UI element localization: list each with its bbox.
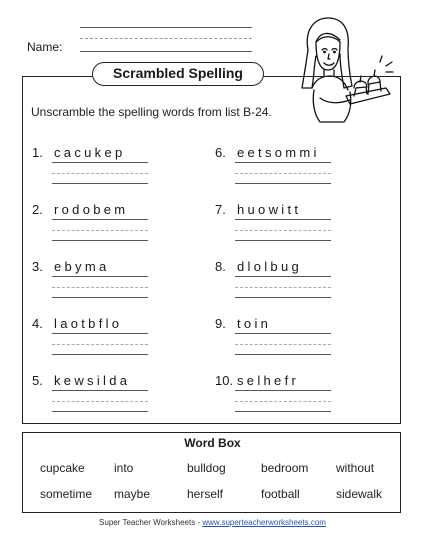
question-10 [215,373,385,423]
question-number: 1. [32,145,43,160]
scrambled-word: dlolbug [237,259,303,274]
answer-line[interactable] [52,401,148,402]
question-5 [32,373,202,423]
question-number: 5. [32,373,43,388]
scrambled-word: selhefr [237,373,300,388]
worksheet-title: Scrambled Spelling [92,62,264,86]
question-number: 3. [32,259,43,274]
word-box-word: herself [187,487,224,501]
answer-line[interactable] [235,287,331,288]
scrambled-word: eetsommi [237,145,320,160]
word-box-word: without [336,461,375,475]
answer-line[interactable] [235,230,331,231]
word-box-word: bulldog [187,461,226,475]
scrambled-word: huowitt [237,202,302,217]
footer-link[interactable]: www.superteacherworksheets.com [202,518,326,527]
answer-line[interactable] [52,230,148,231]
instructions: Unscramble the spelling words from list B-24. [31,105,272,119]
word-box-word: cupcake [40,461,85,475]
question-1 [32,145,202,195]
name-writing-lines[interactable] [80,24,252,54]
name-label: Name: [27,40,63,54]
word-box-word: into [114,461,134,475]
word-box-title: Word Box [184,436,241,450]
answer-line[interactable] [235,344,331,345]
word-box-word: sidewalk [336,487,383,501]
scrambled-word: kewsilda [54,373,131,388]
scrambled-word: toin [237,316,272,331]
word-box-word: football [261,487,300,501]
question-number: 9. [215,316,226,331]
question-6 [215,145,385,195]
question-number: 6. [215,145,226,160]
scrambled-word: rodobem [54,202,129,217]
question-number: 7. [215,202,226,217]
question-number: 4. [32,316,43,331]
footer-text: Super Teacher Worksheets - [99,518,203,527]
word-box-word: maybe [114,487,151,501]
answer-line[interactable] [52,287,148,288]
scrambled-word: ebyma [54,259,110,274]
question-7 [215,202,385,252]
word-box-word: sometime [40,487,93,501]
scrambled-word: laotbflo [54,316,123,331]
question-3 [32,259,202,309]
answer-line[interactable] [52,173,148,174]
footer [0,518,425,527]
answer-line[interactable] [235,401,331,402]
question-number: 10. [215,373,234,388]
question-number: 2. [32,202,43,217]
question-9 [215,316,385,366]
question-number: 8. [215,259,226,274]
answer-line[interactable] [52,344,148,345]
answer-line[interactable] [235,173,331,174]
word-box-word: bedroom [261,461,309,475]
question-8 [215,259,385,309]
question-4 [32,316,202,366]
question-2 [32,202,202,252]
scrambled-word: cacukep [54,145,126,160]
